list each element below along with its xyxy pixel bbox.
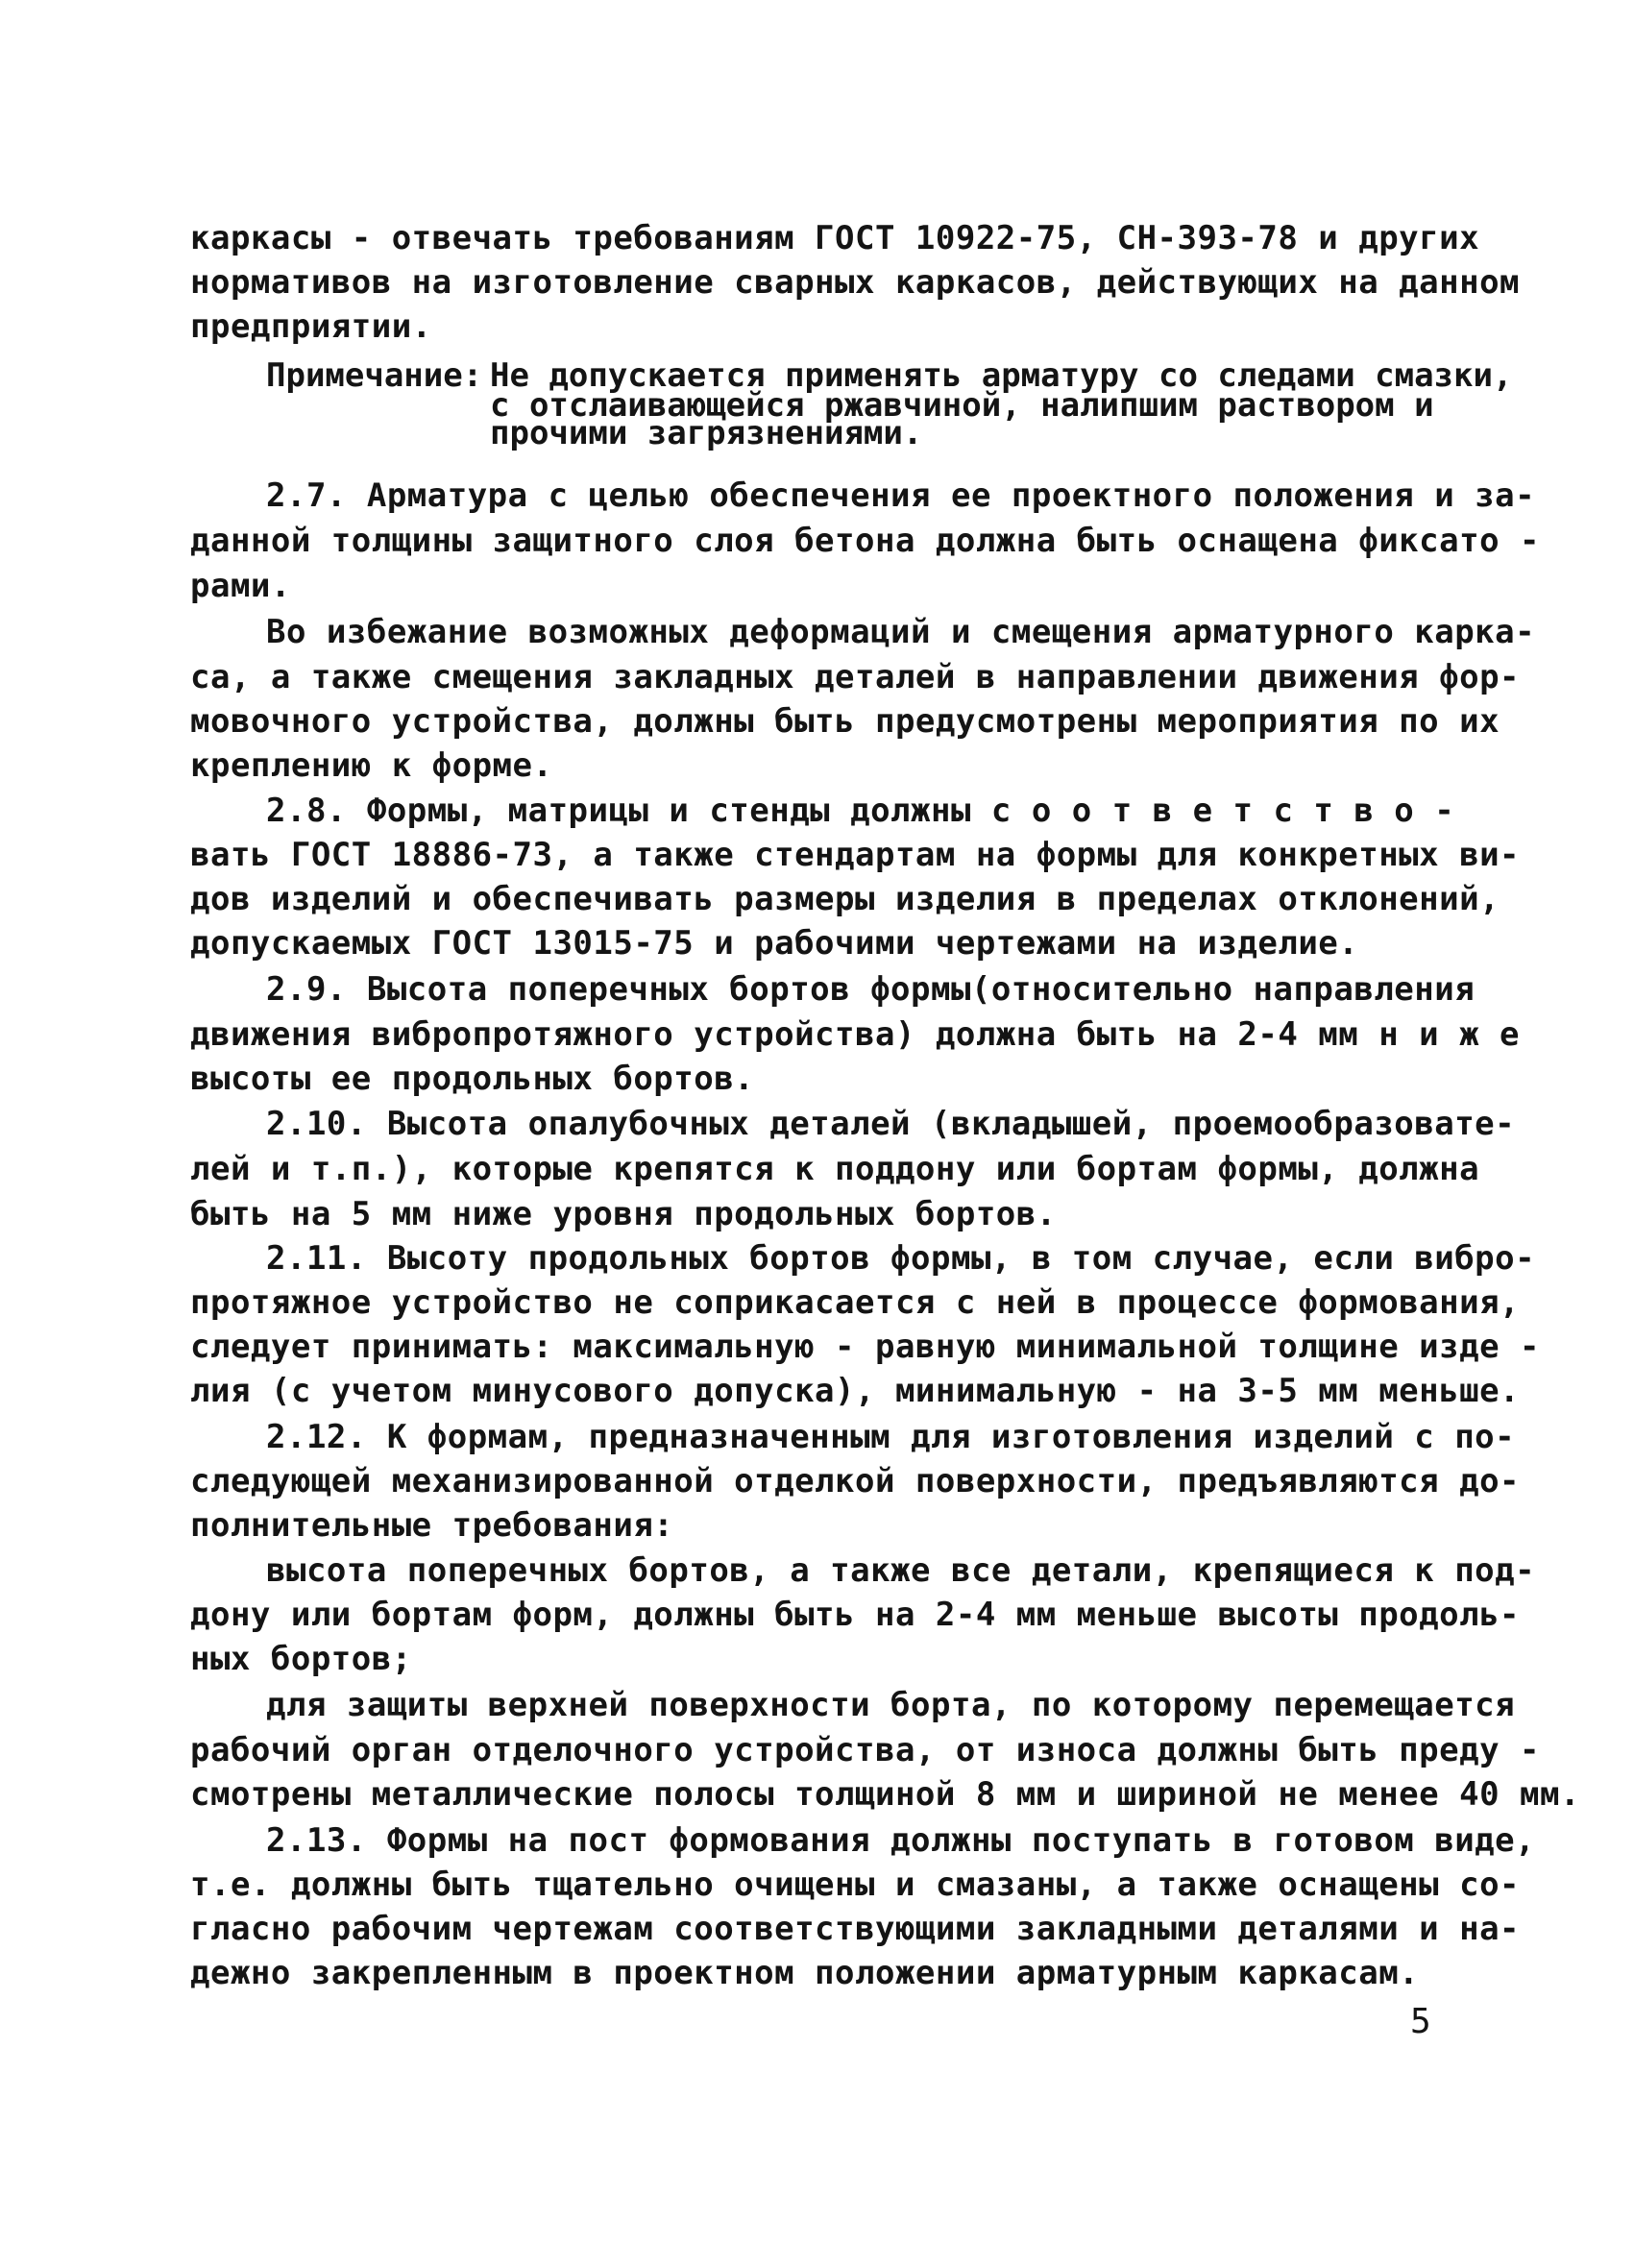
intro-line-3: предприятии. [190,307,432,346]
note-label: Примечание: [266,356,483,395]
p2-12-line-3: полнительные требования: [190,1506,674,1545]
note-line-2: с отслаивающейся ржавчиной, налипшим раствором и [490,386,1434,425]
p2-8-line-2: вать ГОСТ 18886-73, а также стендартам на формы для конкретных ви- [190,836,1521,874]
page-number: 5 [1410,2002,1431,2041]
intro-line-2: нормативов на изготовление сварных каркасов, действующих на данном [190,263,1521,302]
p2-13-line-4: дежно закрепленным в проектном положении арматурным каркасам. [190,1954,1420,1992]
p2-7b-line-4: креплению к форме. [190,746,553,785]
p2-7-line-3: рами. [190,567,291,605]
note-line-3: прочими загрязнениями. [490,414,923,452]
p2-13-line-2: т.е. должны быть тщательно очищены и смазаны, а также оснащены со- [190,1866,1521,1904]
p2-10-line-1: 2.10. Высота опалубочных деталей (вкладышей, проемообразовате- [266,1105,1516,1143]
p2-7b-line-1: Во избежание возможных деформаций и смещения арматурного карка- [266,613,1536,651]
p2-10-line-2: лей и т.п.), которые крепятся к поддону или бортам формы, должна [190,1150,1480,1188]
note-line-1: Не допускается применять арматуру со следами смазки, [490,356,1513,395]
p2-12a-line-3: ных бортов; [190,1640,412,1678]
p2-12b-line-1: для защиты верхней поверхности борта, по которому перемещается [266,1686,1516,1724]
p2-7-line-2: данной толщины защитного слоя бетона должна быть оснащена фиксато - [190,522,1540,560]
p2-7-line-1: 2.7. Арматура с целью обеспечения ее проектного положения и за- [266,476,1536,515]
p2-12a-line-1: высота поперечных бортов, а также все детали, крепящиеся к под- [266,1551,1536,1590]
p2-12-line-2: следующей механизированной отделкой поверхности, предъявляются до- [190,1462,1521,1500]
p2-7b-line-2: са, а также смещения закладных деталей в направлении движения фор- [190,658,1521,696]
p2-13-line-3: гласно рабочим чертежам соответствующими закладными деталями и на- [190,1910,1521,1948]
p2-9-line-1: 2.9. Высота поперечных бортов формы(относительно направления [266,970,1475,1009]
p2-12a-line-2: дону или бортам форм, должны быть на 2-4 мм меньше высоты продоль- [190,1596,1521,1634]
p2-12b-line-2: рабочий орган отделочного устройства, от износа должны быть преду - [190,1731,1540,1769]
intro-line-1: каркасы - отвечать требованиям ГОСТ 10922-75, СН-393-78 и других [190,219,1480,257]
p2-11-line-2: протяжное устройство не соприкасается с ней в процессе формования, [190,1283,1521,1322]
p2-9-line-3: высоты ее продольных бортов. [190,1060,755,1098]
p2-8-line-1: 2.8. Формы, матрицы и стенды должны с о о т в е т с т в о - [266,792,1455,830]
p2-9-line-2: движения вибропротяжного устройства) должна быть на 2-4 мм н и ж е [190,1015,1521,1054]
p2-10-line-3: быть на 5 мм ниже уровня продольных бортов. [190,1195,1057,1233]
p2-8-line-3: дов изделий и обеспечивать размеры изделия в пределах отклонений, [190,880,1500,918]
p2-12b-line-3: смотрены металлические полосы толщиной 8 мм и шириной не менее 40 мм. [190,1775,1580,1814]
p2-8-line-4: допускаемых ГОСТ 13015-75 и рабочими чертежами на изделие. [190,924,1359,963]
p2-13-line-1: 2.13. Формы на пост формования должны поступать в готовом виде, [266,1821,1536,1860]
p2-11-line-3: следует принимать: максимальную - равную минимальной толщине изде - [190,1328,1540,1366]
p2-7b-line-3: мовочного устройства, должны быть предусмотрены мероприятия по их [190,702,1500,741]
p2-11-line-1: 2.11. Высоту продольных бортов формы, в том случае, если вибро- [266,1239,1536,1278]
p2-11-line-4: лия (с учетом минусового допуска), минимальную - на 3-5 мм меньше. [190,1372,1521,1410]
p2-12-line-1: 2.12. К формам, предназначенным для изготовления изделий с по- [266,1418,1516,1456]
